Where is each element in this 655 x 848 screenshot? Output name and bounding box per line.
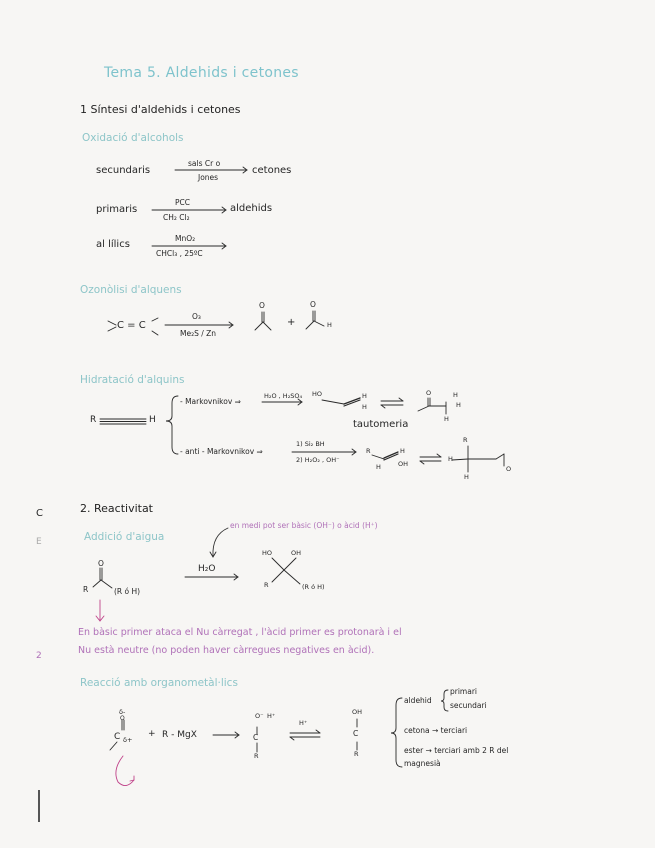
ozonolisi-o1: O — [259, 301, 265, 310]
bond-keto-left — [418, 406, 429, 411]
keto-h2: H — [456, 401, 461, 409]
result-cetona: cetona → terciari — [404, 726, 468, 735]
oxidacio-heading: Oxidació d'alcohols — [82, 132, 184, 144]
allilics-reagent-top: MnO₂ — [175, 234, 196, 243]
markovnikov-label: - Markovnikov ⇒ — [180, 397, 241, 406]
bond-alkene-right-top — [152, 318, 158, 321]
om-r: R — [254, 752, 259, 760]
result-aldehid: aldehid — [404, 696, 432, 705]
bond-om-left — [110, 742, 117, 750]
bond-carbonyl-right — [101, 580, 112, 588]
secundaris-label: secundaris — [96, 165, 151, 176]
bond-anti-ald-3 — [496, 454, 504, 459]
bond-hydrate-ho — [272, 558, 284, 570]
result-secundari: secundari — [450, 701, 487, 710]
medium-note: en medi pot ser bàsic (OH⁻) o àcid (H⁺) — [230, 521, 378, 530]
tautomeria-label: tautomeria — [353, 419, 409, 430]
bond-hydrate-r — [272, 570, 284, 582]
ozonolisi-alkene: C = C — [117, 320, 146, 331]
section1-heading: 1 Síntesi d'aldehids i cetones — [80, 103, 241, 116]
hydrate-roh: (R ó H) — [302, 583, 325, 591]
om-o: O — [120, 715, 125, 722]
om-c2: C — [253, 733, 259, 742]
result-primari: primari — [450, 687, 477, 696]
keto-h1: H — [453, 391, 458, 399]
page-title: Tema 5. Aldehids i cetones — [104, 65, 299, 81]
eq-arrowhead-bottom — [381, 405, 385, 408]
enol-ho: HO — [312, 390, 323, 398]
anti-r: R — [366, 447, 371, 455]
anti-eq-head-bottom — [420, 461, 424, 464]
hidratacio-heading: Hidratació d'alquins — [80, 374, 185, 386]
alkyne-h: H — [149, 415, 156, 425]
aldehid-brace — [441, 690, 448, 711]
ozonolisi-o2: O — [310, 300, 316, 309]
hydration-brace — [166, 396, 178, 454]
bond-enol-ho — [322, 400, 344, 404]
ozonolisi-heading: Ozonòlisi d'alquens — [80, 284, 182, 296]
bond-alkene-right-bottom — [152, 331, 158, 335]
carbonyl-o: O — [98, 559, 104, 568]
alkyne-r: R — [90, 415, 97, 425]
markovnikov-reagent: H₂O , H₂SO₄ — [264, 392, 303, 400]
allilics-reagent-bottom: CHCl₃ , 25ºC — [156, 249, 203, 258]
om-oh: OH — [352, 708, 363, 716]
bond-aldehyde-left — [306, 321, 314, 329]
primaris-label: primaris — [96, 204, 138, 215]
secundaris-reagent-top: sals Cr o — [188, 159, 221, 168]
section2-heading: 2. Reactivitat — [80, 502, 153, 515]
bond-ketone-right — [263, 322, 271, 330]
result-ester: ester → terciari amb 2 R del — [404, 746, 509, 755]
hydrate-r: R — [264, 581, 269, 589]
ozonolisi-h: H — [327, 321, 332, 329]
secundaris-product: cetones — [252, 165, 292, 176]
om-h-plus: H⁺ — [267, 712, 276, 720]
results-brace — [391, 698, 402, 767]
om-c3: C — [353, 729, 359, 738]
margin-mark-two: 2 — [36, 651, 42, 661]
bond-alkene-left-top — [108, 321, 116, 325]
om-h-plus-2: H⁺ — [299, 719, 308, 727]
organometallics-heading: Reacció amb organometàl·lics — [80, 677, 238, 689]
bond-anti-ald-1 — [452, 459, 468, 460]
bond-hydrate-oh — [284, 558, 296, 570]
om-delta-minus: δ- — [119, 708, 126, 716]
water-reagent: H₂O — [198, 564, 216, 574]
bond-carbonyl-left — [93, 580, 101, 587]
pink-curved-arrow-head — [130, 776, 134, 781]
om-delta-plus: δ+ — [123, 736, 133, 744]
om-r2: R — [354, 750, 359, 758]
margin-mark-e: E — [36, 537, 42, 547]
carbonyl-roh: (R ó H) — [114, 587, 141, 596]
keto-o: O — [426, 389, 432, 397]
om-plus: + — [148, 729, 156, 739]
curved-pointer — [213, 528, 228, 556]
ozonolisi-reagent-bottom: Me₂S / Zn — [180, 329, 217, 338]
ozonolisi-reagent-top: O₃ — [192, 312, 201, 321]
anti-reagent2: 2) H₂O₂ , OH⁻ — [296, 456, 340, 464]
anti-reagent1: 1) Si₂ BH — [296, 440, 325, 448]
enol-h-bottom: H — [362, 403, 367, 411]
anti-h2: H — [448, 455, 453, 463]
anti-h1: H — [376, 463, 381, 471]
ozonolisi-plus: + — [287, 317, 296, 328]
anti-o: O — [506, 465, 512, 473]
primaris-reagent-bottom: CH₂ Cl₂ — [163, 213, 190, 222]
margin-mark-c: C — [36, 508, 43, 519]
hydrate-ho: HO — [262, 549, 273, 557]
carbonyl-r: R — [83, 585, 89, 594]
allilics-label: al lílics — [96, 239, 130, 250]
note-line-1: En bàsic primer ataca el Nu càrregat , l'àcid primer es protonarà i el — [78, 627, 402, 638]
result-ester-2: magnesià — [404, 759, 441, 768]
anti-h3: H — [464, 473, 469, 481]
enol-h-top: H — [362, 392, 367, 400]
primaris-product: aldehids — [230, 203, 273, 214]
om-reagent: R - MgX — [162, 730, 197, 740]
bond-alkene-left-bottom — [108, 327, 116, 331]
keto-h3: H — [444, 415, 449, 423]
secundaris-reagent-bottom: Jones — [198, 173, 219, 182]
note-line-2: Nu està neutre (no poden haver càrregues negatives en àcid). — [78, 645, 375, 656]
primaris-reagent-top: PCC — [175, 198, 190, 207]
bond-anti-left — [372, 455, 384, 459]
om-o-minus: O⁻ — [255, 712, 264, 720]
hydrate-oh: OH — [291, 549, 302, 557]
om-c: C — [114, 732, 121, 742]
bond-ketone-left — [255, 322, 263, 330]
bond-aldehyde-right — [314, 321, 324, 326]
bond-hydrate-roh — [284, 570, 300, 584]
anti-oh: OH — [398, 460, 409, 468]
anti-h-top: H — [400, 447, 405, 455]
addicio-heading: Addició d'aigua — [84, 531, 165, 543]
anti-r2: R — [463, 436, 468, 444]
anti-label: - anti - Markovnikov ⇒ — [180, 447, 263, 456]
